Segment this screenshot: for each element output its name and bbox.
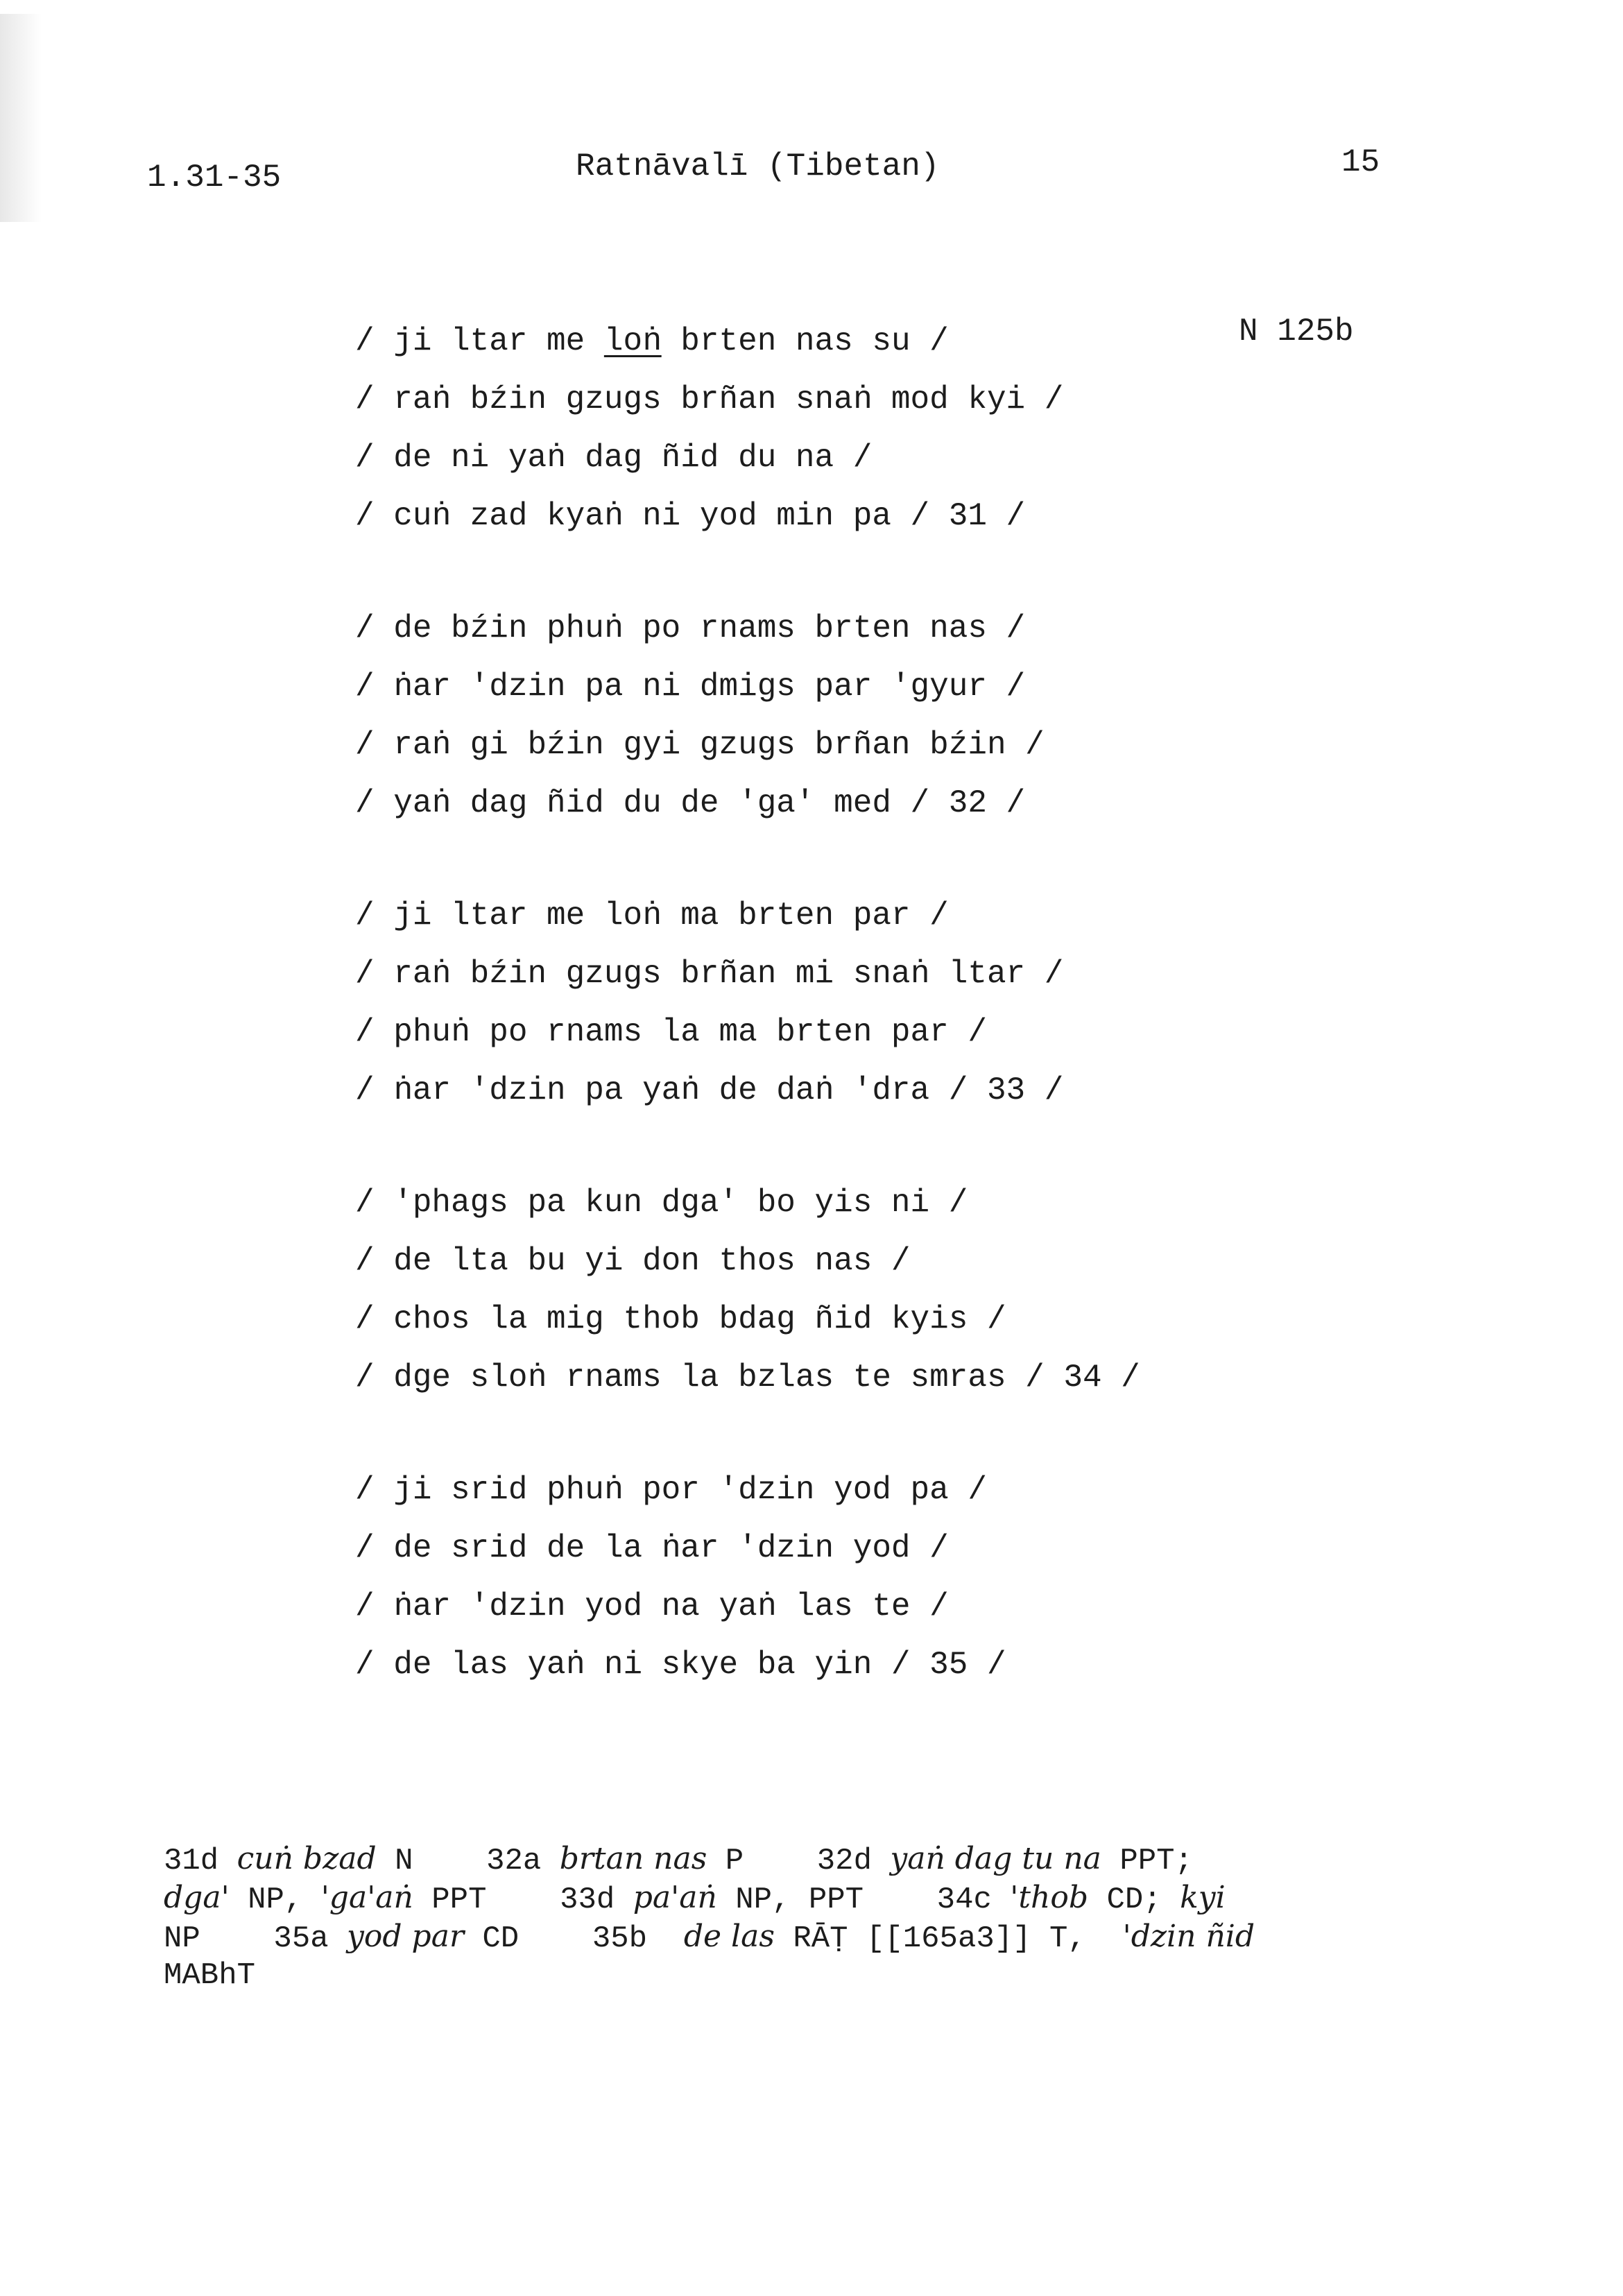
note-text: PPT 33d (413, 1883, 633, 1917)
note-reading: brtan nas (559, 1841, 707, 1876)
note-line (164, 1917, 1495, 1956)
verse-line-end: brten nas su / (661, 323, 949, 359)
header-title: Ratnāvalī (Tibetan) (576, 148, 940, 185)
stanza-31 (355, 312, 1257, 545)
verse-line: / raṅ bźin gzugs brñan snaṅ mod kyi / (355, 382, 1064, 418)
note-text: NP 35a (164, 1921, 347, 1956)
note-reading: kyi (1180, 1880, 1226, 1915)
folio-mark: N 125b (1239, 314, 1354, 350)
note-reading: 'ga'aṅ (320, 1880, 413, 1915)
note-reading: cuṅ bzad (237, 1841, 377, 1876)
verse-line-start: / ji ltar me (355, 323, 604, 359)
verse-line: / de lta bu yi don thos nas / (355, 1243, 911, 1279)
verse-line: / de bźin phuṅ po rnams brten nas / (355, 610, 1026, 646)
note-text: N 32a (376, 1844, 560, 1878)
note-text: 31d (164, 1844, 237, 1878)
header-reference: 1.31-35 (147, 160, 282, 196)
page-number: 15 (1341, 144, 1380, 180)
verse-line: / dge sloṅ rnams la bzlas te smras / 34 / (355, 1360, 1140, 1396)
note-reading: pa'aṅ (633, 1880, 717, 1915)
verse-line: / ṅar 'dzin pa yaṅ de daṅ 'dra / 33 / (355, 1072, 1064, 1108)
note-text: RĀṬ [[165a3]] T, (774, 1921, 1123, 1956)
stanza-34 (355, 1174, 1257, 1407)
verse-line: / phuṅ po rnams la ma brten par / (355, 1014, 987, 1050)
note-reading: de las (683, 1919, 775, 1954)
verse-line: / cuṅ zad kyaṅ ni yod min pa / 31 / (355, 498, 1026, 534)
variant-notes (164, 1840, 1495, 1995)
verse-block (355, 312, 1257, 1748)
note-reading: dga' (164, 1880, 230, 1915)
verse-line (355, 312, 1257, 370)
note-text: CD 35b (463, 1921, 684, 1956)
verse-line: / de ni yaṅ dag ñid du na / (355, 440, 873, 476)
note-text: NP, (229, 1883, 321, 1917)
note-reading: yaṅ dag tu na (890, 1841, 1101, 1876)
verse-line: / chos la mig thob bdag ñid kyis / (355, 1301, 1006, 1337)
note-reading: 'thob (1010, 1880, 1089, 1915)
verse-line: / ṅar 'dzin yod na yaṅ las te / (355, 1588, 949, 1625)
note-reading: 'dzin ñid (1122, 1919, 1255, 1954)
verse-line: / raṅ gi bźin gyi gzugs brñan bźin / (355, 727, 1045, 763)
verse-line: / raṅ bźin gzugs brñan mi snaṅ ltar / (355, 956, 1064, 992)
stanza-33 (355, 886, 1257, 1120)
stanza-35 (355, 1461, 1257, 1694)
verse-line: / 'phags pa kun dga' bo yis ni / (355, 1185, 968, 1221)
underlined-word: loṅ (603, 323, 662, 359)
verse-line: / de las yaṅ ni skye ba yin / 35 / (355, 1647, 1006, 1683)
note-text: P 32d (707, 1844, 891, 1878)
note-line (164, 1878, 1495, 1917)
note-text: NP, PPT 34c (716, 1883, 1011, 1917)
note-line (164, 1840, 1495, 1878)
note-text: CD; (1088, 1883, 1180, 1917)
stanza-32 (355, 599, 1257, 832)
note-reading: yod par (347, 1919, 464, 1954)
note-text: MABhT (164, 1958, 256, 1993)
verse-line: / ji srid phuṅ por 'dzin yod pa / (355, 1472, 987, 1508)
note-text: PPT; (1101, 1844, 1193, 1878)
verse-line: / de srid de la ṅar 'dzin yod / (355, 1530, 949, 1566)
verse-line: / ji ltar me loṅ ma brten par / (355, 898, 949, 934)
note-line (164, 1956, 1495, 1995)
verse-line: / ṅar 'dzin pa ni dmigs par 'gyur / (355, 669, 1026, 705)
verse-line: / yaṅ dag ñid du de 'ga' med / 32 / (355, 785, 1026, 821)
scan-edge-smudge (0, 14, 42, 222)
